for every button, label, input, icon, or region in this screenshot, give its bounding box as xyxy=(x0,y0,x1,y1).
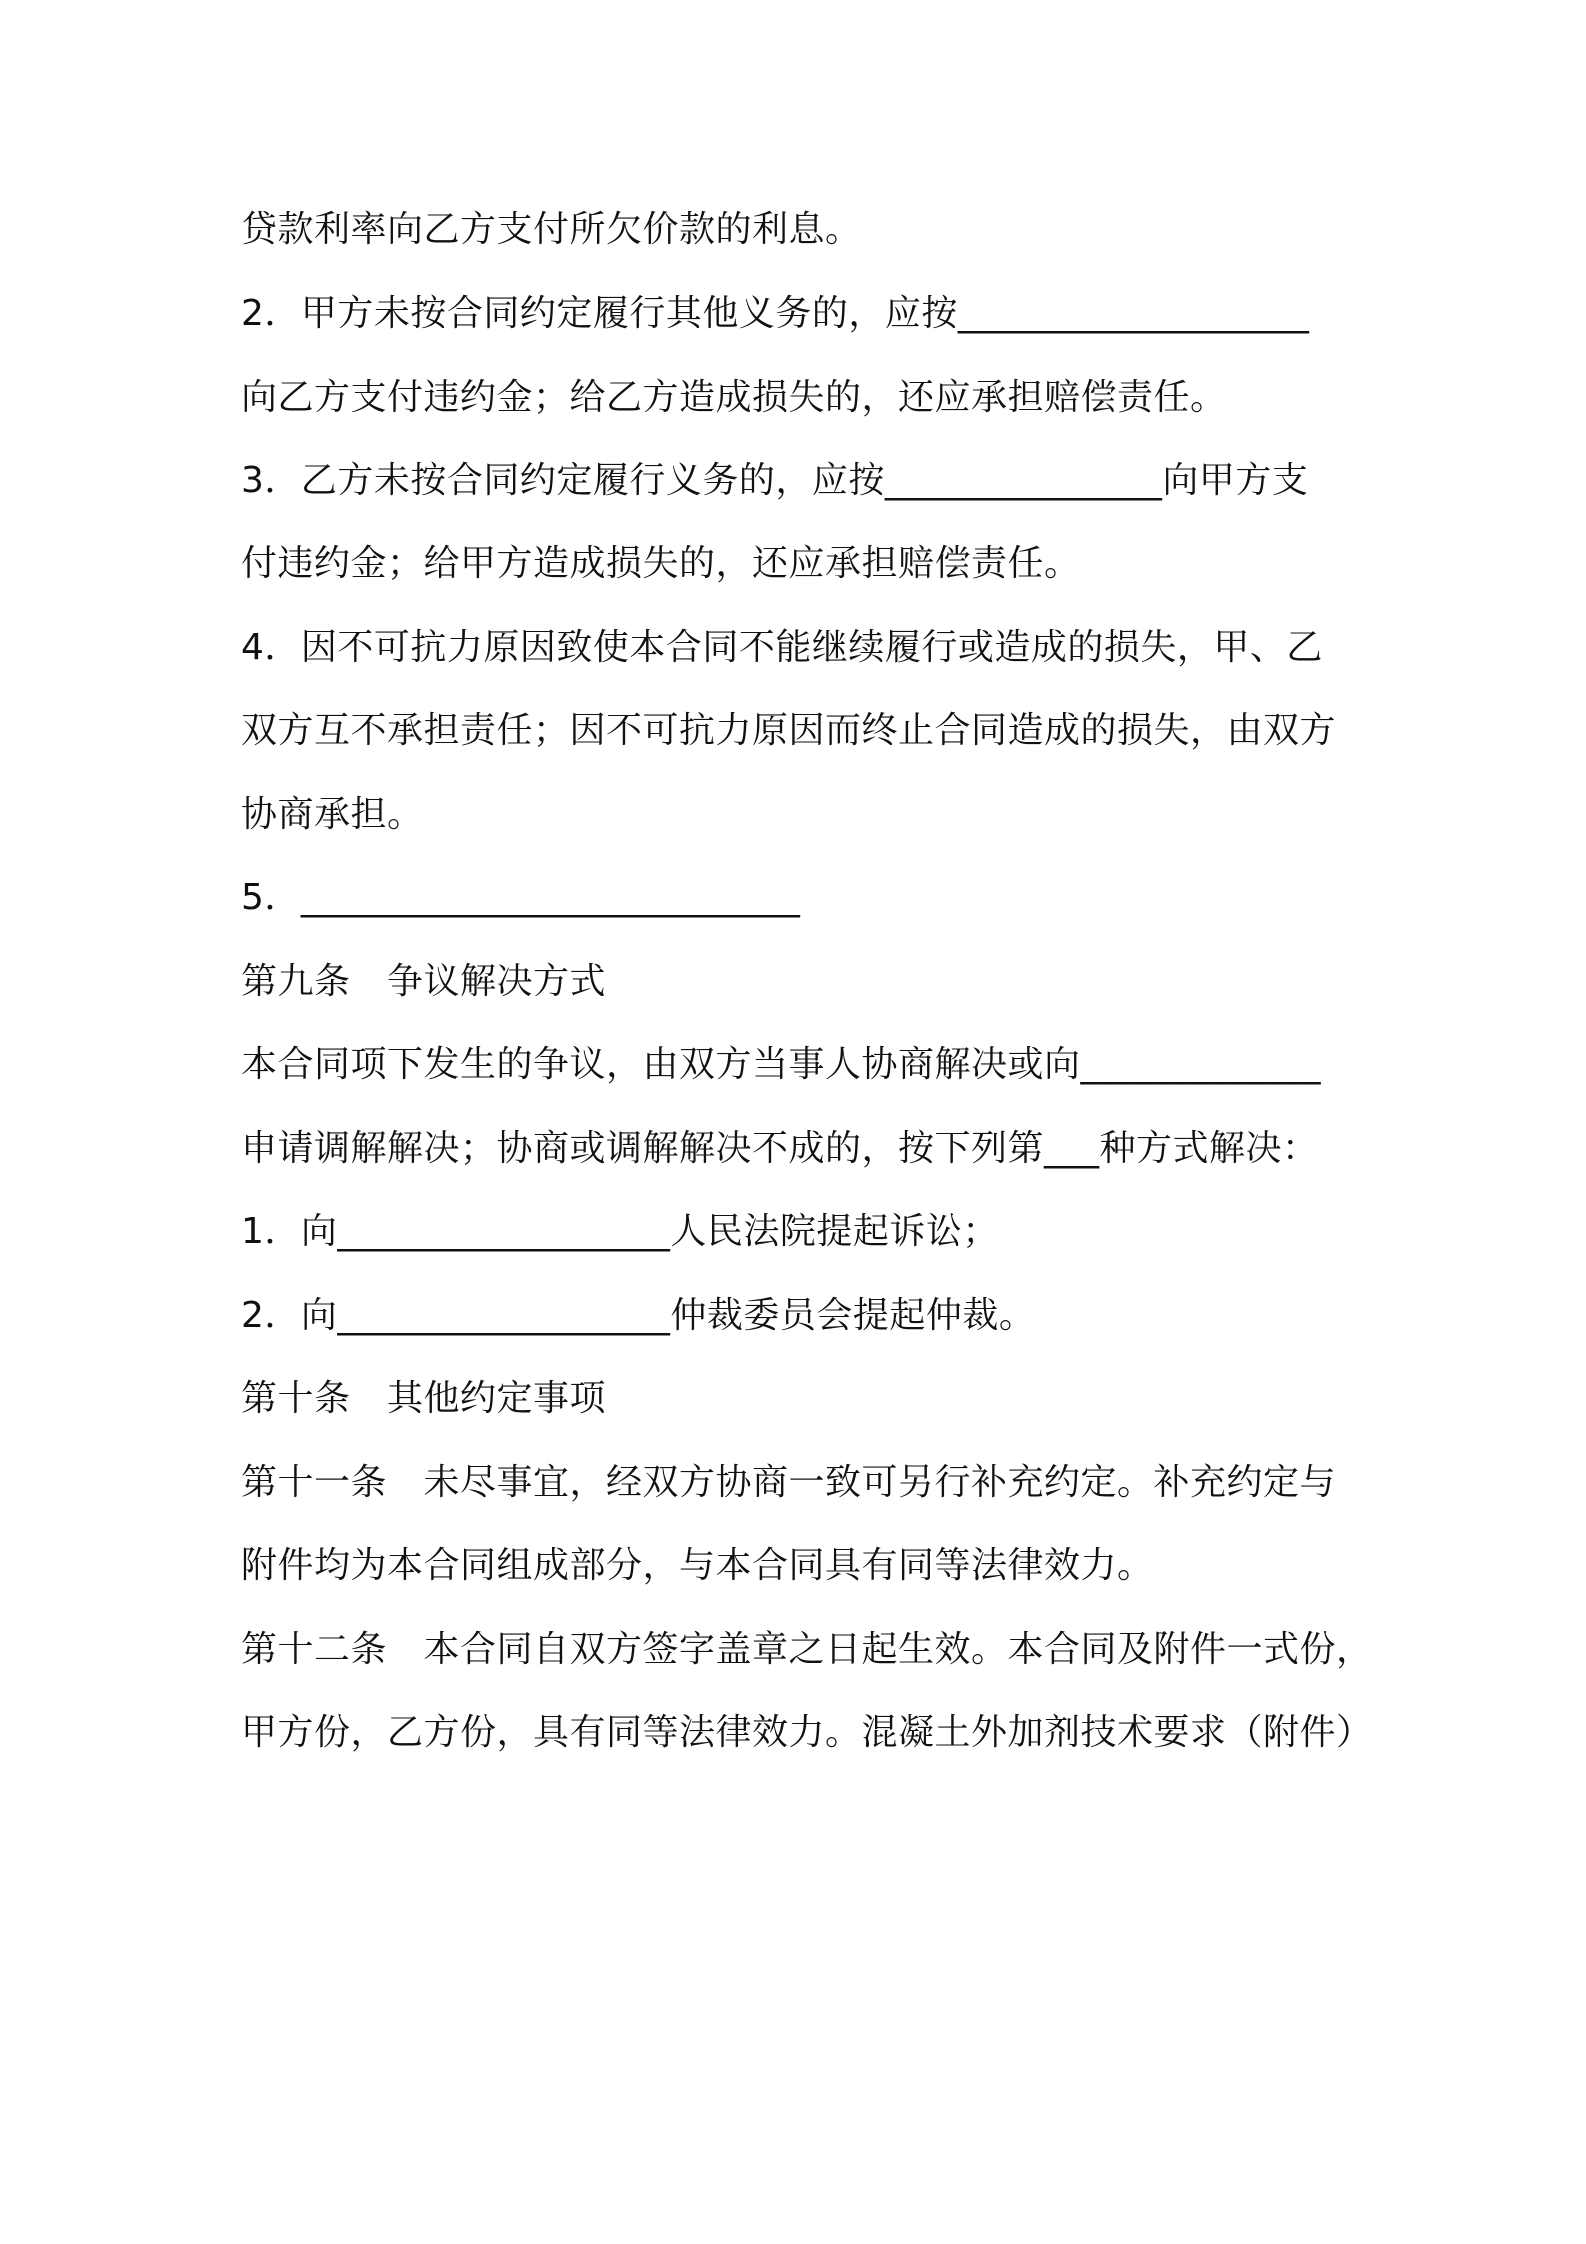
text-line: 1．向__________________人民法院提起诉讼； xyxy=(241,1211,999,1252)
text-line: 3．乙方未按合同约定履行义务的，应按_______________向甲方支 xyxy=(241,460,1309,501)
text-line: 第十二条 本合同自双方签字盖章之日起生效。本合同及附件一式份， xyxy=(241,1629,1373,1670)
text-line: 甲方份，乙方份，具有同等法律效力。混凝土外加剂技术要求（附件） xyxy=(241,1712,1373,1753)
text-line: 附件均为本合同组成部分，与本合同具有同等法律效力。 xyxy=(241,1545,1154,1586)
text-line: 5．___________________________ xyxy=(241,877,801,918)
text-line: 向乙方支付违约金；给乙方造成损失的，还应承担赔偿责任。 xyxy=(241,377,1227,418)
text-line: 4．因不可抗力原因致使本合同不能继续履行或造成的损失，甲、乙 xyxy=(241,627,1323,668)
text-line: 本合同项下发生的争议，由双方当事人协商解决或向_____________ xyxy=(241,1044,1322,1085)
section-heading: 第十条 其他约定事项 xyxy=(241,1378,607,1419)
text-line: 2．甲方未按合同约定履行其他义务的，应按___________________ xyxy=(241,293,1310,334)
text-line: 双方互不承担责任；因不可抗力原因而终止合同造成的损失，由双方 xyxy=(241,710,1337,751)
section-heading: 第九条 争议解决方式 xyxy=(241,961,607,1002)
text-line: 2．向__________________仲裁委员会提起仲裁。 xyxy=(241,1295,1036,1336)
text-line: 付违约金；给甲方造成损失的，还应承担赔偿责任。 xyxy=(241,543,1081,584)
text-line: 申请调解解决；协商或调解解决不成的，按下列第___种方式解决： xyxy=(241,1128,1319,1169)
text-line: 贷款利率向乙方支付所欠价款的利息。 xyxy=(241,209,862,250)
text-line: 第十一条 未尽事宜，经双方协商一致可另行补充约定。补充约定与 xyxy=(241,1462,1337,1503)
text-line: 协商承担。 xyxy=(241,794,424,835)
